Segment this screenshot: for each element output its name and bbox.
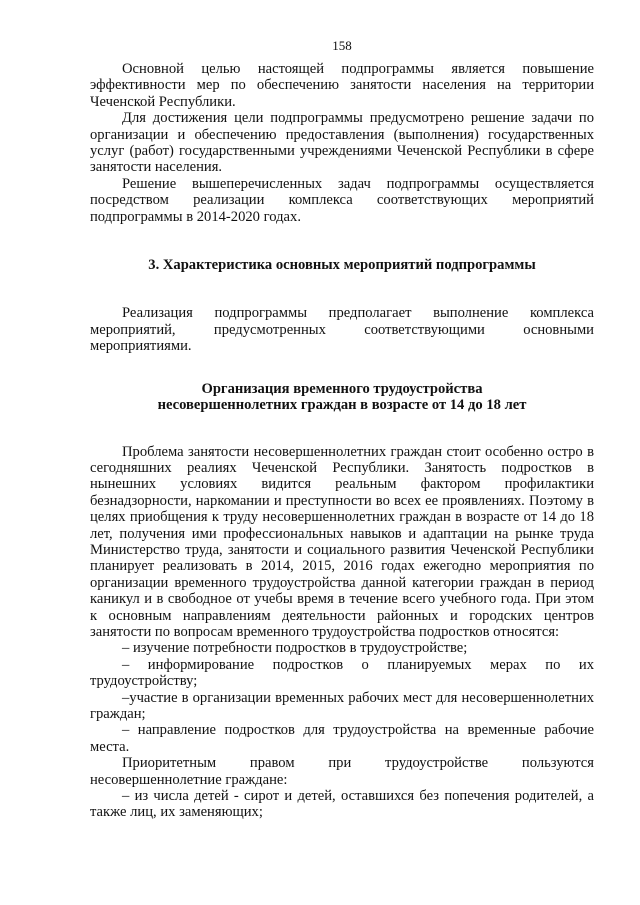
list-item-informing: – информирование подростков о планируемых мерах по их трудоустройству; [90,656,594,690]
list-item-orphans: – из числа детей - сирот и детей, оставшихся без попечения родителей, а также лиц, их заменяющих; [90,788,594,821]
sub-heading-line-2: несовершеннолетних граждан в возрасте от 14 до 18 лет [157,397,527,414]
sub-heading [90,381,594,414]
intro-paragraph-3: Решение вышеперечисленных задач подпрограммы осуществляется посредством реализации комплекса соответствующих мероприятий подпрограммы в 2014-2020 годах. [90,175,594,225]
page-content [90,61,594,821]
intro-paragraph-1: Основной целью настоящей подпрограммы является повышение эффективности мер по обеспечению занятости населения на территории Чеченской Республики. [90,61,594,110]
body-paragraph-1: Проблема занятости несовершеннолетних граждан стоит особенно остро в сегодняшних реалиях Чеченской Республики. Занятость подростков в нынешних условиях видится реальным фактором профилактики безнадзорности, наркомании и преступности во всех ее проявлениях. Поэтому в целях приобщения к труду несовершеннолетних граждан в возрасте от 14 до 18 лет, получения ими профессиональных навыков и адаптации на рынке труда Министерство труда, занятости и социального развития Чеченской Республики планирует реализовать в 2014, 2015, 2016 годах ежегодно мероприятия по организации временного трудоустройства данной категории граждан в период каникул и в свободное от учебы время в течение всего учебного года. При этом к основным направлениям деятельности районных и городских центров занятости по вопросам временного трудоустройства подростков относятся: [90,443,594,640]
intro-paragraph-2: Для достижения цели подпрограммы предусмотрено решение задачи по организации и обеспечению предоставления (выполнения) государственных услуг (работ) государственными учреждениями Чеченской Республики в сфере занятости населения. [90,110,594,176]
list-item-participation: –участие в организации временных рабочих мест для несовершеннолетних граждан; [90,689,594,722]
page-number: 158 [332,38,352,53]
section-heading: 3. Характеристика основных мероприятий подпрограммы [148,257,536,274]
list-item-referral: – направление подростков для трудоустройства на временные рабочие места. [90,722,594,755]
section-paragraph: Реализация подпрограммы предполагает выполнение комплекса мероприятий, предусмотренных соответствующими основными мероприятиями. [90,305,594,355]
sub-heading-line-1: Организация временного трудоустройства [201,380,483,397]
list-item-needs: – изучение потребности подростков в трудоустройстве; [122,640,468,657]
priority-paragraph: Приоритетным правом при трудоустройстве пользуются несовершеннолетние граждане: [90,755,594,788]
